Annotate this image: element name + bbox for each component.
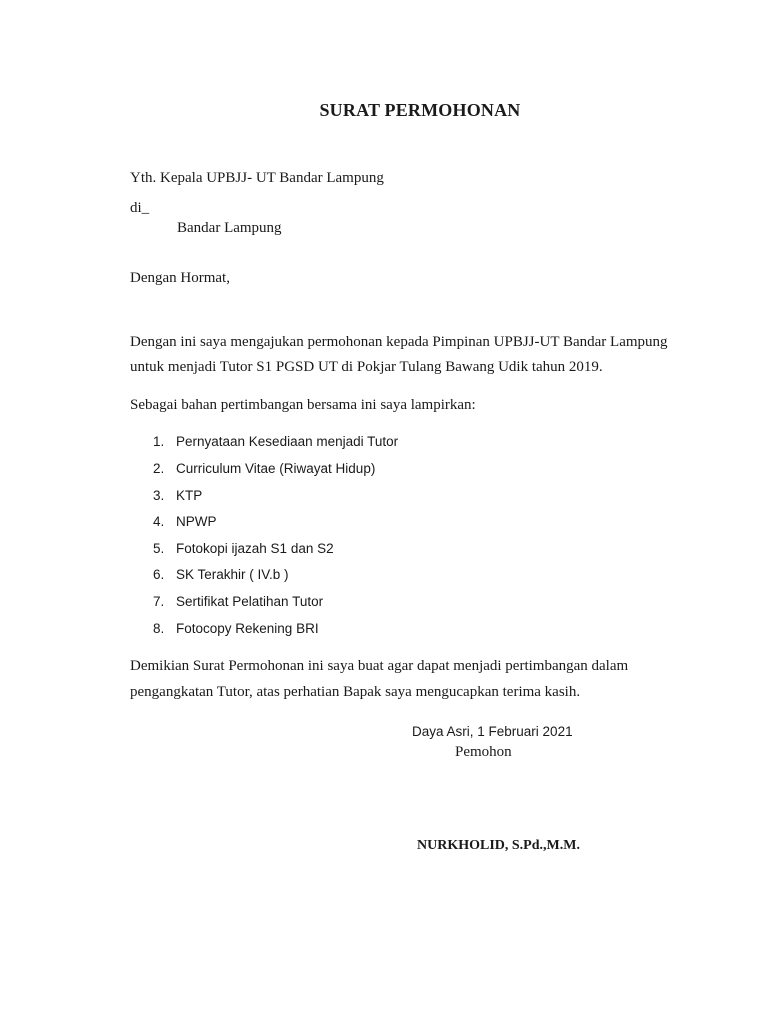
letter-title-text: SURAT PERMOHONAN xyxy=(319,100,521,120)
signer-name: NURKHOLID, S.Pd.,M.M. xyxy=(417,838,580,853)
applicant-label: Pemohon xyxy=(455,744,512,760)
list-item-text: KTP xyxy=(176,488,203,503)
list-item-text: Curriculum Vitae (Riwayat Hidup) xyxy=(176,461,376,476)
list-item-number: 6. xyxy=(153,567,165,582)
list-item-number: 3. xyxy=(153,488,165,503)
list-item-text: SK Terakhir ( IV.b ) xyxy=(176,567,289,582)
body-line-1: Dengan ini saya mengajukan permohonan kepada Pimpinan UPBJJ-UT Bandar Lampung xyxy=(130,334,668,350)
list-item-text: Fotocopy Rekening BRI xyxy=(176,621,319,636)
di-line: di_ xyxy=(130,200,150,216)
attachments-intro: Sebagai bahan pertimbangan bersama ini saya lampirkan: xyxy=(130,397,476,413)
closing-line-2: pengangkatan Tutor, atas perhatian Bapak saya mengucapkan terima kasih. xyxy=(130,684,581,700)
closing-line-1: Demikian Surat Permohonan ini saya buat agar dapat menjadi pertimbangan dalam xyxy=(130,658,629,674)
list-item-number: 1. xyxy=(153,434,165,449)
list-item-text: Sertifikat Pelatihan Tutor xyxy=(176,594,324,609)
city-line: Bandar Lampung xyxy=(177,220,282,236)
greeting: Dengan Hormat, xyxy=(130,270,230,286)
place-date: Daya Asri, 1 Februari 2021 xyxy=(412,724,573,739)
letter-title xyxy=(0,100,768,121)
list-item-text: Fotokopi ijazah S1 dan S2 xyxy=(176,541,334,556)
list-item-number: 4. xyxy=(153,514,165,529)
list-item-number: 5. xyxy=(153,541,165,556)
list-item-number: 2. xyxy=(153,461,165,476)
list-item-text: Pernyataan Kesediaan menjadi Tutor xyxy=(176,434,399,449)
body-line-2: untuk menjadi Tutor S1 PGSD UT di Pokjar Tulang Bawang Udik tahun 2019. xyxy=(130,359,603,375)
list-item-text: NPWP xyxy=(176,514,217,529)
recipient-line: Yth. Kepala UPBJJ- UT Bandar Lampung xyxy=(130,170,384,186)
list-item-number: 8. xyxy=(153,621,165,636)
list-item-number: 7. xyxy=(153,594,165,609)
